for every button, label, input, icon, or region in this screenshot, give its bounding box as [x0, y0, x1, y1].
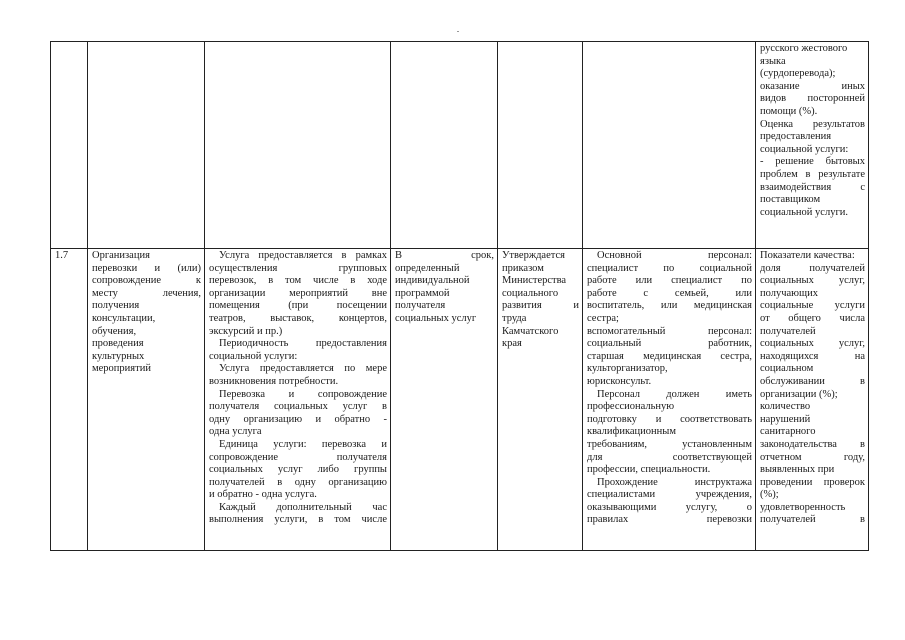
text-line: находящихся на — [760, 350, 865, 362]
text-line: проведения — [92, 338, 144, 350]
text-line: воспитатель, или медицинская — [587, 300, 752, 312]
text-line: вспомогательный персонал: — [587, 325, 752, 337]
scan-mark — [457, 31, 459, 32]
text-line: работе или специалист по — [587, 275, 752, 287]
text-line: социальных услуг, — [760, 338, 865, 350]
text-line: доля получателей — [760, 262, 865, 274]
text-line: нарушений — [760, 413, 811, 425]
text-line: работе с семьей, или — [587, 287, 752, 299]
text-line: индивидуальной — [395, 275, 470, 287]
quality-continued-text — [760, 43, 865, 219]
text-line: - решение бытовых — [760, 156, 865, 168]
cell-staff — [583, 42, 756, 249]
cell-deadline — [391, 42, 498, 249]
text-line: проблем в результате — [760, 168, 865, 180]
text-line: социальной услуги: — [209, 350, 298, 362]
text-line: организации мероприятий вне — [209, 287, 387, 299]
text-line: специалистами учреждения, — [587, 489, 752, 501]
text-line: социальной услуги. — [760, 206, 848, 218]
text-line: Периодичность предоставления — [219, 338, 387, 350]
text-line: русского жестового — [760, 43, 848, 54]
text-line: сестра; — [587, 312, 619, 324]
text-line: социальных услуг либо группы — [209, 464, 387, 476]
text-line: развития и — [502, 300, 579, 312]
text-line: выполнения услуги, в том числе — [209, 514, 387, 526]
text-line: Персонал должен иметь — [597, 388, 752, 400]
text-line: Утверждается — [502, 250, 565, 261]
text-line: организации (%); — [760, 388, 838, 400]
text-line: квалификационным — [587, 426, 676, 438]
cell-description — [205, 42, 391, 249]
quality-text — [760, 250, 865, 527]
text-line: Перевозка и сопровождение — [219, 388, 387, 400]
cell-number — [51, 42, 88, 249]
deadline-text — [395, 250, 494, 326]
text-line: отчетном году, — [760, 451, 865, 463]
text-line: предоставления — [760, 131, 832, 143]
text-line: приказом — [502, 262, 544, 274]
text-line: старшая медицинская сестра, — [587, 350, 752, 362]
text-line: видов посторонней — [760, 93, 865, 105]
cell-deadline — [391, 249, 498, 551]
text-line: Единица услуги: перевозка и — [219, 438, 387, 450]
text-line: оказание иных — [760, 80, 865, 92]
text-line: Прохождение инструктажа — [597, 476, 752, 488]
text-line: экскурсий и пр.) — [209, 325, 283, 337]
text-line: Показатели качества: — [760, 250, 855, 261]
text-line: перевозок, в том числе в ходе — [209, 275, 387, 287]
text-line: подготовку и соответствовать — [587, 413, 752, 425]
text-line: от общего числа — [760, 312, 865, 324]
cell-tariff — [498, 42, 583, 249]
text-line: сопровождение к — [92, 275, 201, 287]
text-line: месту лечения, — [92, 287, 201, 299]
text-line: для соответствующей — [587, 451, 752, 463]
text-line: санитарного — [760, 426, 816, 438]
text-line: законодательства в — [760, 438, 865, 450]
tariff-text — [502, 250, 579, 351]
text-line: Министерства — [502, 275, 567, 287]
text-line: Камчатского — [502, 325, 559, 337]
text-line: языка — [760, 55, 786, 67]
text-line: возникновения потребности. — [209, 375, 339, 387]
text-line: Основной персонал: — [597, 250, 752, 261]
text-line: получателей в — [760, 514, 865, 526]
text-line: культурных — [92, 350, 145, 362]
text-line: социальный работник, — [587, 338, 752, 350]
text-line: (%); — [760, 489, 779, 501]
text-line: Оценка результатов — [760, 118, 865, 130]
text-line: театров, выставок, концертов, — [209, 312, 387, 324]
text-line: требованиям, установленным — [587, 438, 752, 450]
text-line: получателя — [395, 300, 446, 312]
text-line: получателей — [760, 325, 816, 337]
table-row-continued — [51, 42, 869, 249]
cell-service-name — [88, 249, 205, 551]
text-line: Каждый дополнительный час — [219, 501, 387, 513]
staff-text — [587, 250, 752, 527]
text-line: консультации, — [92, 312, 156, 324]
text-line: получателя социальных услуг в — [209, 401, 387, 413]
cell-tariff — [498, 249, 583, 551]
text-line: социальной услуги: — [760, 143, 849, 155]
text-line: социального — [502, 287, 559, 299]
text-line: удовлетворенность — [760, 501, 846, 513]
text-line: профессии, специальности. — [587, 464, 711, 476]
text-line: мероприятий — [92, 363, 151, 375]
text-line: края — [502, 338, 522, 350]
cell-quality — [756, 249, 869, 551]
text-line: специалист по социальной — [587, 262, 752, 274]
text-line: помощи (%). — [760, 105, 818, 117]
text-line: сопровождение получателя — [209, 451, 387, 463]
service-name-text — [92, 250, 201, 376]
text-line: и обратно - одна услуга. — [209, 489, 317, 501]
text-line: обслуживании в — [760, 375, 865, 387]
text-line: социальных услуг — [395, 312, 477, 324]
text-line: юрисконсульт. — [587, 375, 652, 387]
text-line: осуществления групповых — [209, 262, 387, 274]
text-line: перевозки и (или) — [92, 262, 201, 274]
text-line: получения — [92, 300, 140, 312]
text-line: определенный — [395, 262, 460, 274]
text-line: (сурдоперевода); — [760, 68, 836, 80]
text-line: профессиональную — [587, 401, 675, 413]
text-line: проведении проверок — [760, 476, 865, 488]
text-line: Организация — [92, 250, 150, 261]
text-line: обучения, — [92, 325, 137, 337]
text-line: программой — [395, 287, 450, 299]
table-row-1-7 — [51, 249, 869, 551]
text-line: труда — [502, 312, 527, 324]
cell-number: 1.7 — [51, 249, 88, 551]
text-line: получающих — [760, 287, 818, 299]
text-line: социальные услуги — [760, 300, 865, 312]
text-line: одна услуга — [209, 426, 262, 438]
text-line: социальных услуг, — [760, 275, 865, 287]
description-text — [209, 250, 387, 527]
text-line: выявленных при — [760, 464, 835, 476]
text-line: В срок, — [395, 250, 494, 261]
text-line: взаимодействия с — [760, 181, 865, 193]
text-line: помещения (при посещении — [209, 300, 387, 312]
text-line: получателей в одну организацию — [209, 476, 387, 488]
cell-description — [205, 249, 391, 551]
text-line: количество — [760, 401, 811, 413]
text-line: правилах перевозки — [587, 514, 752, 526]
cell-service-name — [88, 42, 205, 249]
text-line: культорганизатор, — [587, 363, 668, 375]
cell-quality — [756, 42, 869, 249]
services-table — [50, 41, 869, 551]
cell-staff — [583, 249, 756, 551]
text-line: оказывающими услугу, о — [587, 501, 752, 513]
text-line: социальном — [760, 363, 814, 375]
text-line: поставщиком — [760, 194, 821, 206]
text-line: Услуга предоставляется в рамках — [219, 250, 387, 261]
text-line: Услуга предоставляется по мере — [219, 363, 387, 375]
text-line: одну организацию и обратно - — [209, 413, 387, 425]
